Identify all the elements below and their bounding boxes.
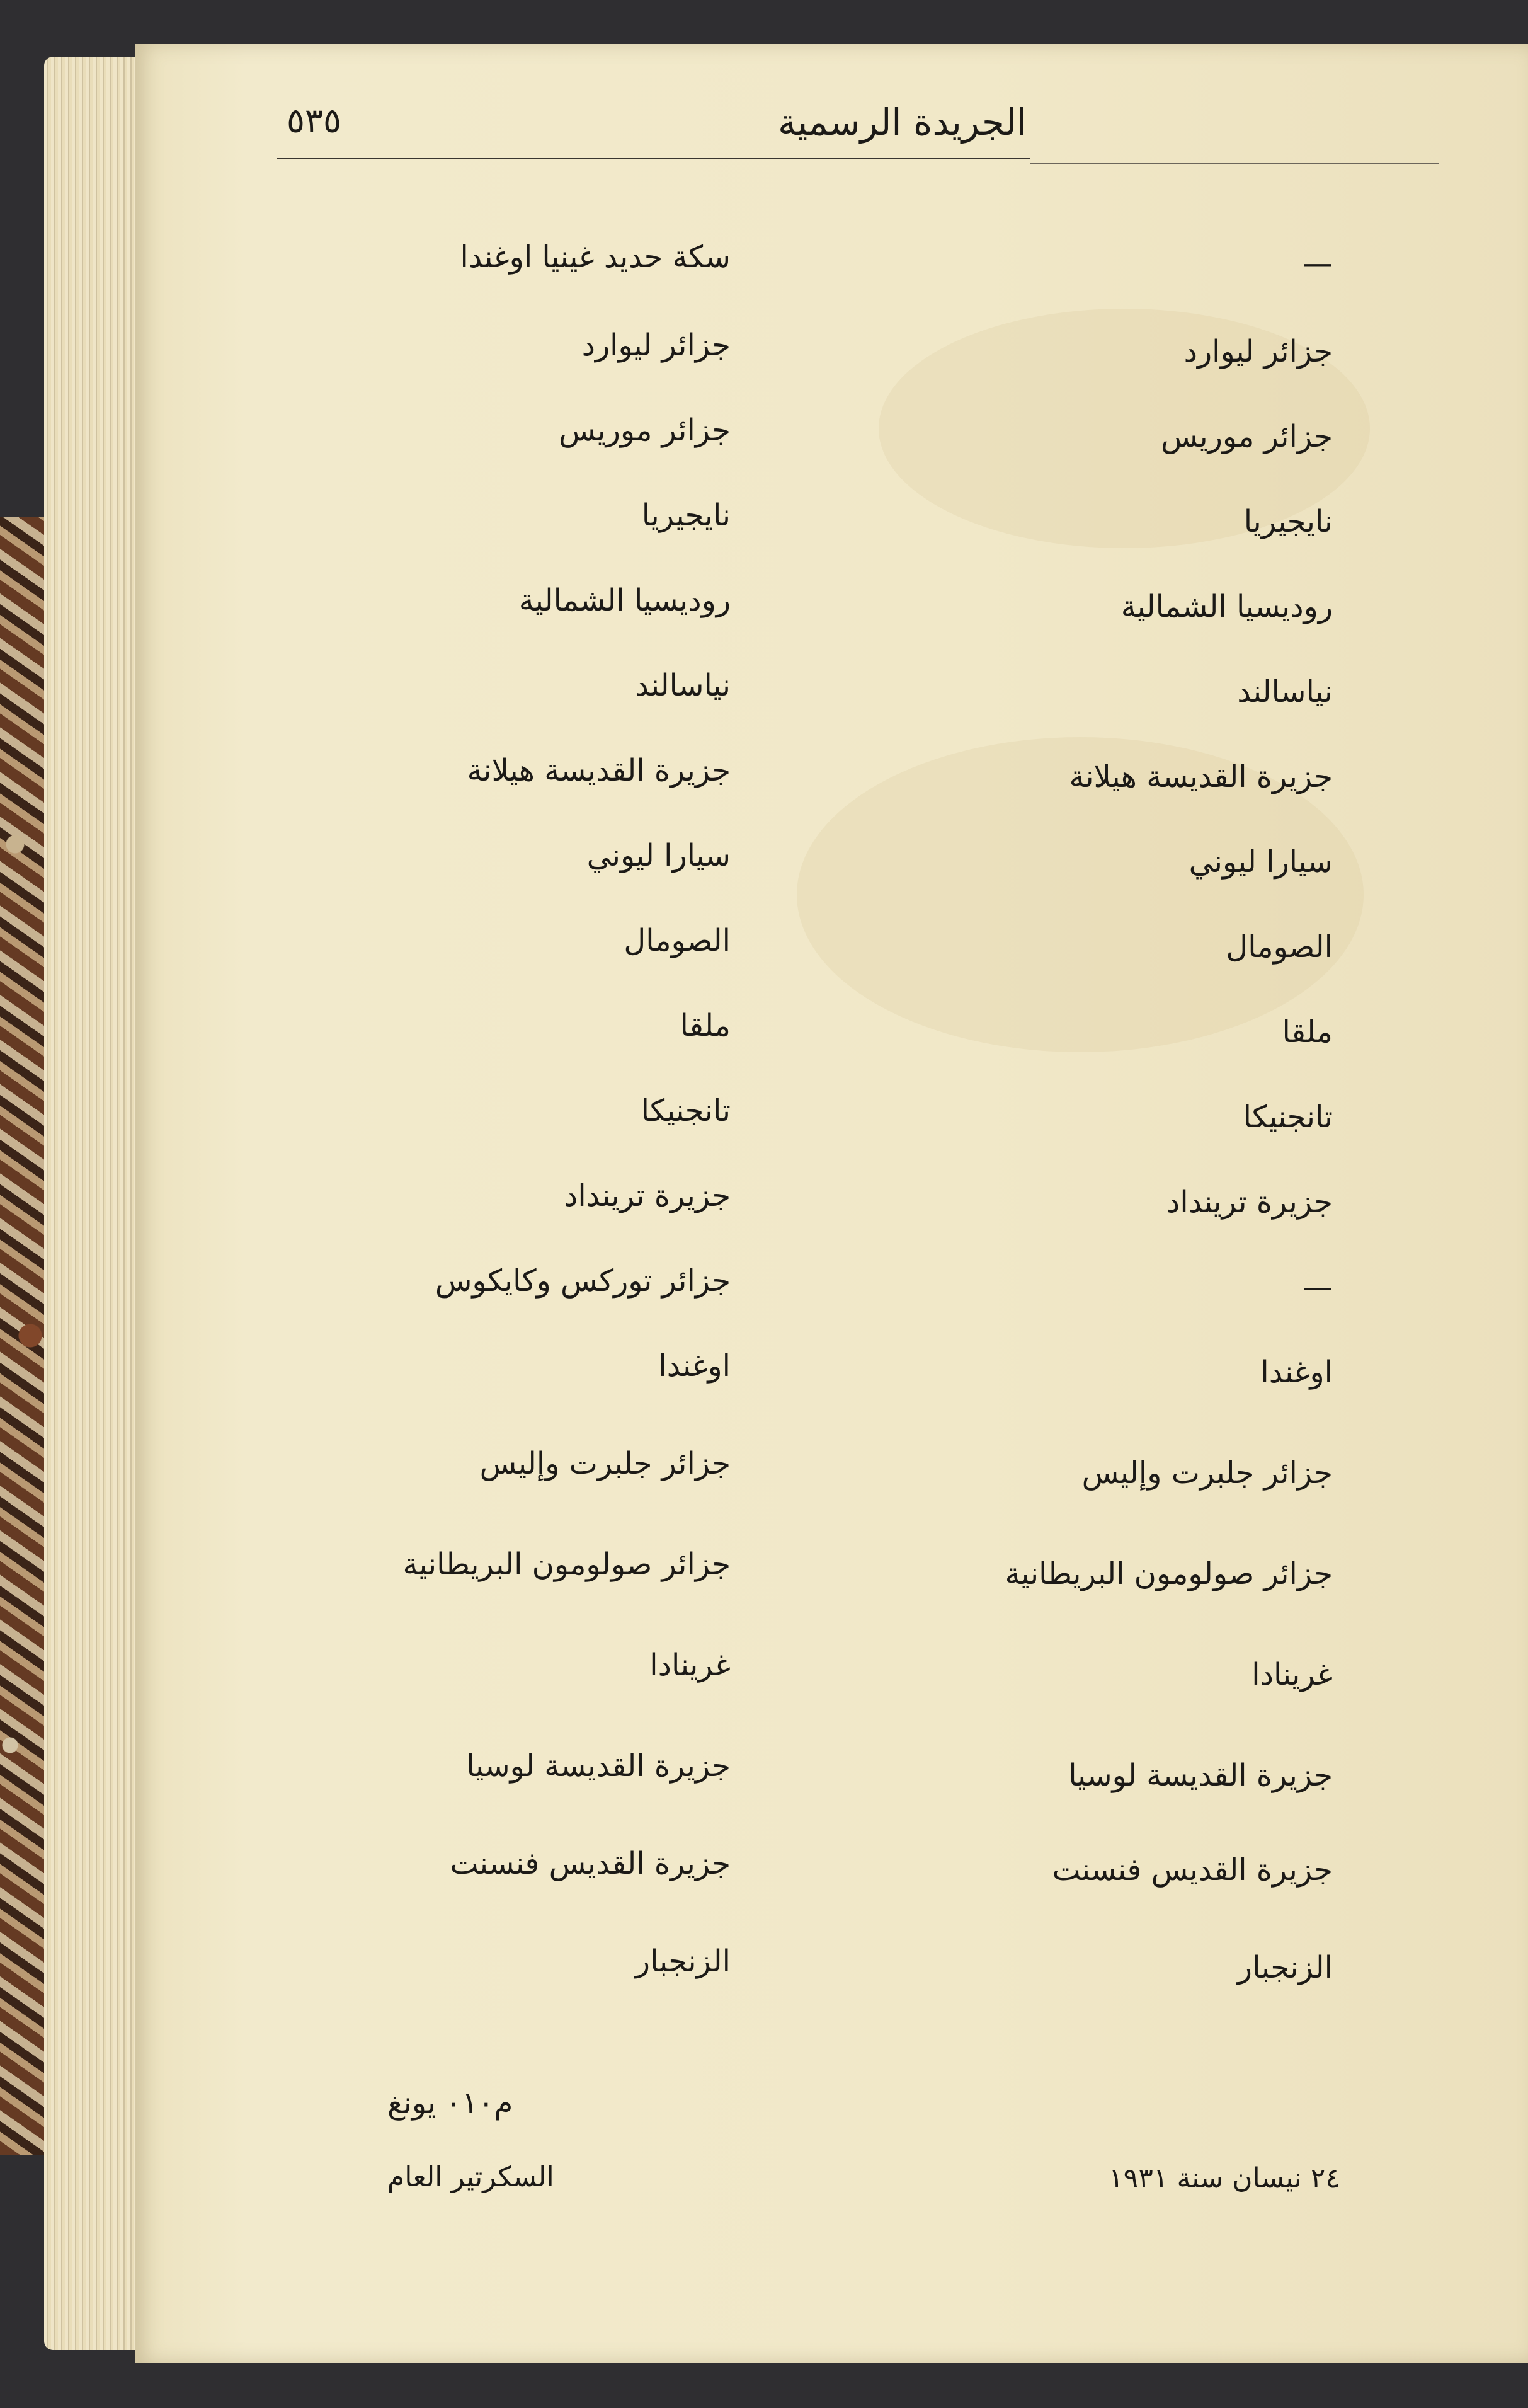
table-cell: نايجيريا bbox=[641, 498, 731, 533]
table-cell: نايجيريا bbox=[1243, 504, 1333, 539]
table-cell: جزائر ليوارد bbox=[581, 328, 731, 363]
table-column-right bbox=[766, 227, 1333, 2054]
marbled-endpaper bbox=[0, 517, 50, 2155]
table-cell: نياسالند bbox=[635, 668, 731, 703]
signatory-name: م٠١٠ يونغ bbox=[387, 2085, 513, 2121]
table-cell: سكة حديد غينيا اوغندا bbox=[460, 239, 731, 275]
table-cell: جزيرة القديسة لوسيا bbox=[466, 1748, 731, 1784]
signatory-title: السكرتير العام bbox=[387, 2161, 554, 2193]
table-cell: اوغندا bbox=[1260, 1355, 1333, 1390]
table-cell: تانجنيكا bbox=[641, 1093, 731, 1128]
table-cell: ملقا bbox=[680, 1008, 731, 1043]
table-cell: روديسيا الشمالية bbox=[518, 583, 731, 618]
table-cell: الصومال bbox=[1226, 929, 1333, 965]
page-number: ٥٣٥ bbox=[287, 101, 342, 140]
table-cell: جزائر صولومون البريطانية bbox=[1005, 1556, 1333, 1591]
table-column-left bbox=[353, 227, 731, 2054]
table-cell: جزيرة ترينداد bbox=[1166, 1184, 1333, 1220]
document-date: ٢٤ نيسان سنة ١٩٣١ bbox=[1109, 2162, 1340, 2194]
table-cell: غرينادا bbox=[1251, 1657, 1333, 1692]
table-cell: جزيرة القديس فنسنت bbox=[450, 1846, 731, 1881]
table-cell: تانجنيكا bbox=[1243, 1099, 1333, 1135]
table-cell: جزائر جلبرت وإليس bbox=[479, 1446, 731, 1481]
table-cell: جزائر جلبرت وإليس bbox=[1081, 1455, 1333, 1491]
table-cell: جزيرة ترينداد bbox=[564, 1178, 731, 1213]
table-cell: الزنجبار bbox=[1237, 1950, 1333, 1985]
header-rule bbox=[1030, 163, 1439, 164]
table-cell: نياسالند bbox=[1237, 674, 1333, 709]
table-cell: غرينادا bbox=[649, 1648, 731, 1683]
table-cell: الزنجبار bbox=[635, 1944, 731, 1979]
table-cell: اوغندا bbox=[658, 1348, 731, 1384]
table-cell: جزائر صولومون البريطانية bbox=[402, 1547, 731, 1582]
table-cell: جزائر موريس bbox=[559, 413, 731, 448]
table-cell: جزيرة القديسة هيلانة bbox=[1069, 759, 1333, 794]
table-cell: — bbox=[1303, 246, 1333, 281]
table-cell: سيارا ليوني bbox=[586, 838, 731, 873]
table-cell: — bbox=[1303, 1270, 1333, 1305]
table-cell: جزيرة القديس فنسنت bbox=[1052, 1852, 1333, 1888]
table-cell: جزائر توركس وكايكوس bbox=[435, 1263, 731, 1299]
table-cell: الصومال bbox=[624, 923, 731, 958]
table-cell: جزيرة القديسة هيلانة bbox=[467, 753, 731, 788]
table-cell: جزائر ليوارد bbox=[1183, 334, 1333, 369]
header-rule bbox=[277, 158, 1030, 159]
table-cell: روديسيا الشمالية bbox=[1120, 589, 1333, 624]
running-header-title: الجريدة الرسمية bbox=[778, 101, 1027, 144]
table-cell: جزائر موريس bbox=[1161, 419, 1333, 454]
table-cell: ملقا bbox=[1282, 1014, 1333, 1050]
table-cell: جزيرة القديسة لوسيا bbox=[1068, 1758, 1333, 1793]
table-cell: سيارا ليوني bbox=[1189, 844, 1333, 880]
